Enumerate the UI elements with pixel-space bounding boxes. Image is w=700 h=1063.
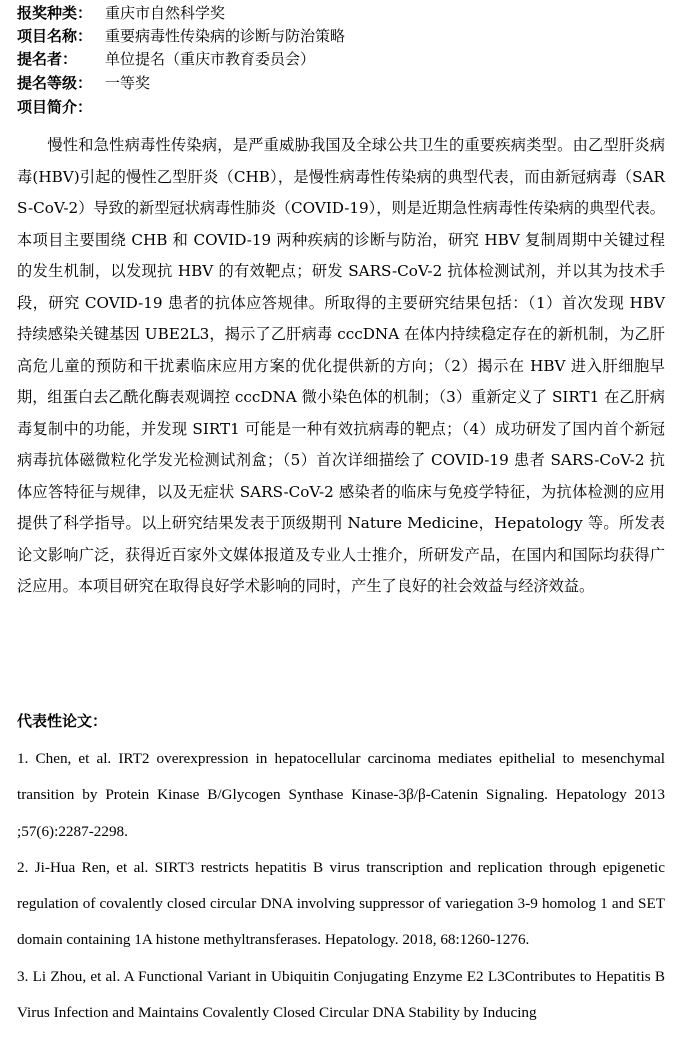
- nominator-label: 提名者：: [17, 50, 78, 68]
- paper-item-3: 3. Li Zhou, et al. A Functional Variant in Ubiquitin Conjugating Enzyme E2 L3Contributes to Hepatitis B Virus Infection and Maintains Covalently Closed Circular DNA Stability by Inducing: [17, 967, 665, 1022]
- award-type-label: 报奖种类：: [17, 4, 93, 22]
- award-type-value: 重庆市自然科学奖: [105, 4, 226, 22]
- nominator-row: [17, 48, 315, 70]
- project-name-row: [17, 25, 345, 47]
- summary-text: 慢性和急性病毒性传染病，是严重威胁我国及全球公共卫生的重要疾病类型。由乙型肝炎病毒(HBV)引起的慢性乙型肝炎（CHB），是慢性病毒性传染病的典型代表，而由新冠病毒（SARS-CoV-2）导致的新型冠状病毒性肺炎（COVID-19），则是近期急性病毒性传染病的典型代表。本项目主要围绕 CHB 和 COVID-19 两种疾病的诊断与防治，研究 HBV 复制周期中关键过程的发生机制，以发现抗 HBV 的有效靶点；研发 SARS-CoV-2 抗体检测试剂，并以其为技术手段，研究 COVID-19 患者的抗体应答规律。所取得的主要研究结果包括：（1）首次发现 HBV 持续感染关键基因 UBE2L3，揭示了乙肝病毒 cccDNA 在体内持续稳定存在的新机制，为乙肝高危儿童的预防和干扰素临床应用方案的优化提供新的方向；（2）揭示在 HBV 进入肝细胞早期，组蛋白去乙酰化酶表观调控 cccDNA 微小染色体的机制；（3）重新定义了 SIRT1 在乙肝病毒复制中的功能，并发现 SIRT1 可能是一种有效抗病毒的靶点；（4）成功研发了国内首个新冠病毒抗体磁微粒化学发光检测试剂盒；（5）首次详细描绘了 COVID-19 患者 SARS-CoV-2 抗体应答特征与规律，以及无症状 SARS-CoV-2 感染者的临床与免疫学特征，为抗体检测的应用提供了科学指导。以上研究结果发表于顶级期刊 Nature Medicine，Hepatology 等。所发表论文影响广泛，获得近百家外文媒体报道及专业人士推介，所研发产品，在国内和国际均获得广泛应用。本项目研究在取得良好学术影响的同时，产生了良好的社会效益与经济效益。: [17, 136, 665, 595]
- paper-item-1: 1. Chen, et al. IRT2 overexpression in hepatocellular carcinoma mediates epithelial to mesenchymal transition by Protein Kinase B/Glycogen Synthase Kinase-3β/β-Catenin Signaling. Hepatology 2013 ;57(6):2287-2298.: [17, 750, 665, 840]
- nomination-level-row: [17, 72, 150, 94]
- nomination-level-value: 一等奖: [105, 74, 151, 92]
- papers-heading: 代表性论文：: [17, 712, 108, 730]
- award-type-row: [17, 2, 225, 24]
- paper-item-2: 2. Ji-Hua Ren, et al. SIRT3 restricts hepatitis B virus transcription and replication through epigenetic regulation of covalently closed circular DNA involving suppressor of variegation 3-9 homolog 1 and SET domain containing 1A histone methyltransferases. Hepatology. 2018, 68:1260-1276.: [17, 858, 665, 949]
- summary-heading: 项目简介：: [17, 98, 93, 116]
- papers-list: [17, 741, 665, 1031]
- nominator-value: 单位提名（重庆市教育委员会）: [105, 50, 316, 68]
- nomination-level-label: 提名等级：: [17, 74, 93, 92]
- project-name-value: 重要病毒性传染病的诊断与防治策略: [105, 27, 346, 45]
- project-name-label: 项目名称：: [17, 27, 93, 45]
